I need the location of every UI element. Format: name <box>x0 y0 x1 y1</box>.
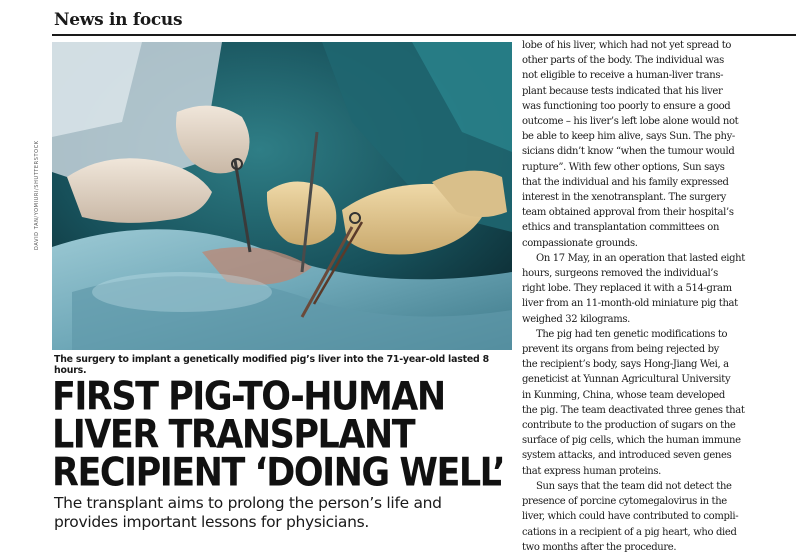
body-line: surface of pig cells, which the human immune <box>522 435 741 447</box>
body-line: rupture”. With few other options, Sun says <box>522 161 725 173</box>
surgery-photo <box>52 42 512 350</box>
body-line: Sun says that the team did not detect the <box>536 480 732 492</box>
body-line: contribute to the production of sugars on the <box>522 420 736 432</box>
photo-credit: DAVID TAN/YOMIURI/SHUTTERSTOCK <box>34 140 40 250</box>
paragraph-2 <box>522 251 780 327</box>
body-line: be able to keep him alive, says Sun. The phy- <box>522 131 735 143</box>
body-line: that the individual and his family expressed <box>522 176 729 188</box>
body-line: not eligible to receive a human-liver trans- <box>522 70 724 82</box>
paragraph-1 <box>522 38 780 251</box>
photo-caption: The surgery to implant a genetically modified pig’s liver into the 71-year-old lasted 8 hours. <box>54 354 489 376</box>
body-line: hours, surgeons removed the individual’s <box>522 268 718 280</box>
headline-line: FIRST PIG-TO-HUMAN <box>52 374 445 420</box>
body-line: two months after the procedure. <box>522 541 677 553</box>
body-line: the recipient’s body, says Hong-Jiang Wei, a <box>522 359 729 371</box>
body-line: prevent its organs from being rejected by <box>522 344 719 356</box>
article-body <box>522 38 780 555</box>
standfirst-line: The transplant aims to prolong the person’s life and <box>54 494 442 512</box>
body-line: liver from an 11-month-old miniature pig that <box>522 298 738 310</box>
headline <box>52 374 505 496</box>
body-line: lobe of his liver, which had not yet spread to <box>522 40 732 51</box>
body-line: The pig had ten genetic modifications to <box>536 328 728 340</box>
section-header <box>52 8 796 36</box>
body-line: plant because tests indicated that his liver <box>522 85 723 97</box>
standfirst <box>54 494 494 532</box>
body-line: liver, which could have contributed to compli- <box>522 511 739 523</box>
body-line: geneticist at Yunnan Agricultural University <box>522 374 731 386</box>
body-line: presence of porcine cytomegalovirus in the <box>522 496 727 508</box>
body-line: ethics and transplantation committees on <box>522 222 720 234</box>
body-line: in Kunming, China, whose team developed <box>522 389 725 401</box>
body-line: outcome – his liver’s left lobe alone would not <box>522 116 739 128</box>
body-line: other parts of the body. The individual was <box>522 55 724 67</box>
section-title: News in focus <box>54 10 183 30</box>
body-line: system attacks, and introduced seven genes <box>522 450 732 462</box>
body-line: weighed 32 kilograms. <box>522 313 630 325</box>
body-line: On 17 May, in an operation that lasted eight <box>536 252 745 264</box>
paragraph-3 <box>522 327 780 479</box>
body-line: was functioning too poorly to ensure a good <box>522 100 731 112</box>
body-line: right lobe. They replaced it with a 514-gram <box>522 283 732 295</box>
headline-line: RECIPIENT ‘DOING WELL’ <box>52 450 505 496</box>
headline-line: LIVER TRANSPLANT <box>52 412 415 458</box>
body-line: cations in a recipient of a pig heart, who died <box>522 526 737 538</box>
standfirst-line: provides important lessons for physicians. <box>54 513 370 531</box>
surgery-illustration <box>52 42 512 350</box>
body-line: compassionate grounds. <box>522 237 638 249</box>
body-line: interest in the xenotransplant. The surgery <box>522 192 726 204</box>
body-line: that express human proteins. <box>522 465 661 477</box>
body-line: team obtained approval from their hospital’s <box>522 207 734 219</box>
paragraph-4 <box>522 479 780 555</box>
body-line: the pig. The team deactivated three genes that <box>522 404 745 416</box>
body-line: sicians didn’t know “when the tumour would <box>522 146 735 158</box>
